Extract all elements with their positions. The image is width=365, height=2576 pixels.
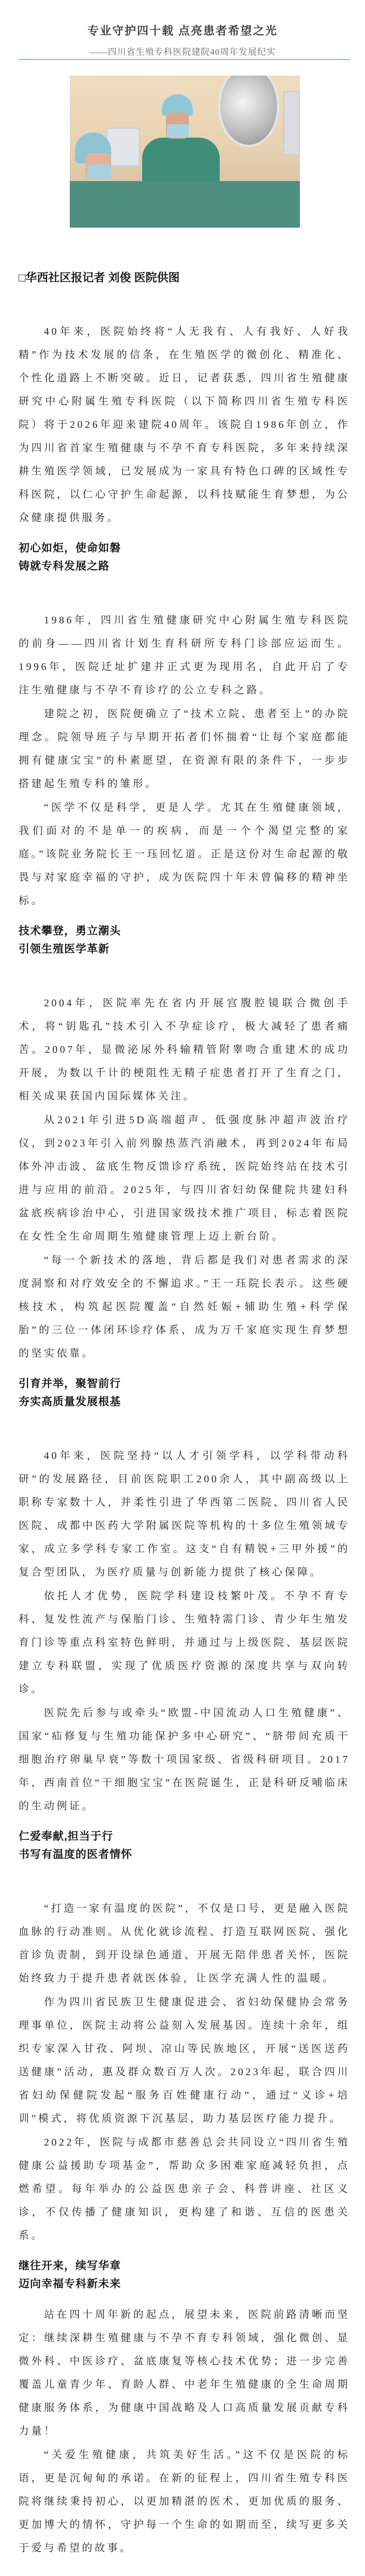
paragraph: 40年来，医院坚持“以人才引领学科，以学科带动科研”的发展路径，目前医院职工200余人，其中副高级以上职称专家数十人，并柔性引进了华西第二医院、四川省人民医院、成都中医药大学附属医院等机构的十多位生殖领域专家，成立多学科专家工作室。这支“自有精锐+三甲外援”的复合型团队，为医疗质量与创新能力提供了核心保障。 [19, 1450, 350, 1578]
heading-line: 引领生殖医学革新 [19, 943, 110, 955]
surgery-photo [70, 76, 300, 228]
surgical-drape-shape [70, 181, 300, 228]
paragraph: 2004年，医院率先在省内开展宫腹腔镜联合微创手术，将“钥匙孔”技术引入不孕症诊疗，极大减轻了患者痛苦。2007年，显微泌尿外科输精管附睾吻合重建术的成功开展，为数以千计的梗阻性无精子症患者打开了生育之门，相关成果获国内国际媒体关注。 [19, 997, 350, 1102]
surgeon-mask-shape [167, 124, 189, 138]
paragraph: “每一个新技术的落地，背后都是我们对患者需求的深度洞察和对疗效安全的不懈追求。”王一珏院长表示。这些硬核技术，构筑起医院覆盖“自然妊娠+辅助生殖+科学保胎”的三位一体闭环诊疗体系，成为万千家庭实现生育梦想的坚实依靠。 [19, 1255, 350, 1359]
paragraph: 2022年，医院与成都市慈善总会共同设立“四川省生殖健康公益援助专项基金”，帮助众多困难家庭减轻负担，点燃希望。每年举办的公益医患亲子会、科普讲座、社区义诊，不仅传播了健康知识，更构建了和谐、互信的医患关系。 [19, 2137, 350, 2241]
paragraph: “医学不仅是科学，更是人学。尤其在生殖健康领域，我们面对的不是单一的疾病，而是一个个渴望完整的家庭。”该院业务院长王一珏回忆道。正是这份对生命起源的敬畏与对家庭幸福的守护，成为医院四十年未曾偏移的精神坐标。 [19, 802, 350, 906]
section-heading [19, 539, 350, 575]
section-heading [19, 1375, 350, 1411]
paragraph: 作为四川省民族卫生健康促进会、省妇幼保健协会常务理事单位，医院主动将公益刻入发展基因。连续十余年，组织专家深入甘孜、阿坝、凉山等民族地区，开展“送医送药送健康”活动，惠及群众数百万人次。2023年起，联合四川省妇幼保健院发起“服务百姓健康行动”，通过“义诊+培训”模式，将优质资源下沉基层，助力基层医疗能力提升。 [19, 1997, 350, 2124]
heading-line: 迈向幸福专科新未来 [19, 2278, 121, 2290]
paragraph: 站在四十周年新的起点，展望未来，医院前路清晰而坚定：继续深耕生殖健康与不孕不育专科领域，强化微创、显微外科、中医诊疗、盆底康复等核心技术优势；进一步完善覆盖儿童青少年、育龄人群、中老年生殖健康的全生命周期健康服务体系，为健康中国战略及人口高质量发展贡献专科力量！ [19, 2309, 350, 2437]
paragraph: 1986年，四川省生殖健康研究中心附属生殖专科医院的前身——四川省计划生育科研所专科门诊部应运而生。1996年，医院迁址扩建并正式更为现用名，自此开启了专注生殖健康与不孕不育诊疗的公立专科之路。 [19, 615, 350, 696]
nurse-mask-shape [87, 165, 111, 179]
heading-line: 书写有温度的医者情怀 [19, 1849, 132, 1860]
article-body [19, 228, 350, 2560]
heading-line: 铸就专科发展之路 [19, 560, 110, 572]
article-subtitle: ——四川省生殖专科医院建院40周年发展纪实 [89, 47, 276, 57]
section-heading [19, 2257, 350, 2293]
heading-line: 夯实高质量发展根基 [19, 1396, 121, 1408]
title-divider [19, 59, 350, 60]
heading-line: 初心如炬，使命如磐 [19, 542, 121, 554]
article-title: 专业守护四十载 点亮患者希望之光 [87, 24, 278, 37]
heading-line: 技术攀登，勇立潮头 [19, 925, 121, 937]
monitor-shape [283, 91, 300, 155]
byline: □华西社区报记者 刘俊 医院供图 [19, 271, 180, 284]
paragraph: “打造一家有温度的医院”，不仅是口号，更是融入医院血脉的行动准则。从优化就诊流程、打造互联网医院、强化首诊负责制，到开设绿色通道、开展无陪伴患者关怀，医院始终致力于提升患者就医体验，让医学充满人性的温暖。 [19, 1903, 350, 1984]
section-heading [19, 1827, 350, 1864]
paragraph: “关爱生殖健康，共筑美好生活。”这不仅是医院的标语，更是沉甸甸的承诺。在新的征程上，四川省生殖专科医院将继续秉持初心，以更加精湛的医术、更加优质的服务、更加博大的情怀，守护每一个生命的如期而至，续写更多关于爱与希望的故事。 [19, 2449, 350, 2554]
article-header [0, 0, 365, 76]
intro-paragraph: 40年来，医院始终将“人无我有、人有我好、人好我精”作为技术发展的信条，在生殖医学的微创化、精准化、个性化道路上不断突破。近日，记者获悉，四川省生殖健康研究中心附属生殖专科医院（以下简称四川省生殖专科医院）将于2026年迎来建院40周年。该院自1986年创立，作为四川省首家生殖健康与不孕不育专科医院，多年来持续深耕生殖医学领域，已发展成为一家具有特色口碑的区域性专科医院，以仁心守护生命起源，以科技赋能生育梦想，为公众健康提供服务。 [19, 326, 350, 524]
heading-line: 仁爱奉献,担当于行 [19, 1830, 113, 1842]
surgical-lamp-shape [218, 76, 279, 147]
heading-line: 继往开来，续写华章 [19, 2260, 121, 2272]
paragraph: 从2021年引进5D高端超声、低强度脉冲超声波治疗仪，到2023年引入前列腺热蒸汽消融术，再到2024年布局体外冲击波、盆底生物反馈诊疗系统，医院始终站在技术引进与应用的前沿。2025年，与四川省妇幼保健院共建妇科盆底疾病诊治中心，引进国家级技术推广项目，标志着医院在女性全生命周期生殖健康管理上迈上新台阶。 [19, 1114, 350, 1242]
section-heading [19, 922, 350, 958]
heading-line: 引育并举，聚智前行 [19, 1378, 121, 1390]
paragraph: 建院之初，医院便确立了“技术立院、患者至上”的办院理念。院领导班子与早期开拓者们怀揣着“让每个家庭都能拥有健康宝宝”的朴素愿望，在资源有限的条件下，一步步搭建起生殖专科的雏形。 [19, 708, 350, 790]
paragraph: 依托人才优势，医院学科建设枝繁叶茂。不孕不育专科、复发性流产与保胎门诊、生殖特需门诊、青少年生殖发育门诊等重点科室特色鲜明，并通过与上级医院、基层医院建立专科联盟，实现了优质医疗资源的深度共享与双向转诊。 [19, 1590, 350, 1695]
paragraph: 医院先后参与或牵头“欧盟-中国流动人口生殖健康”、国家“疝修复与生殖功能保护多中心研究”、“脐带间充质干细胞治疗卵巢早衰”等数十项国家级、省级科研项目。2017年，西南首位“干细胞宝宝”在医院诞生，正是科研反哺临床的生动例证。 [19, 1707, 350, 1812]
